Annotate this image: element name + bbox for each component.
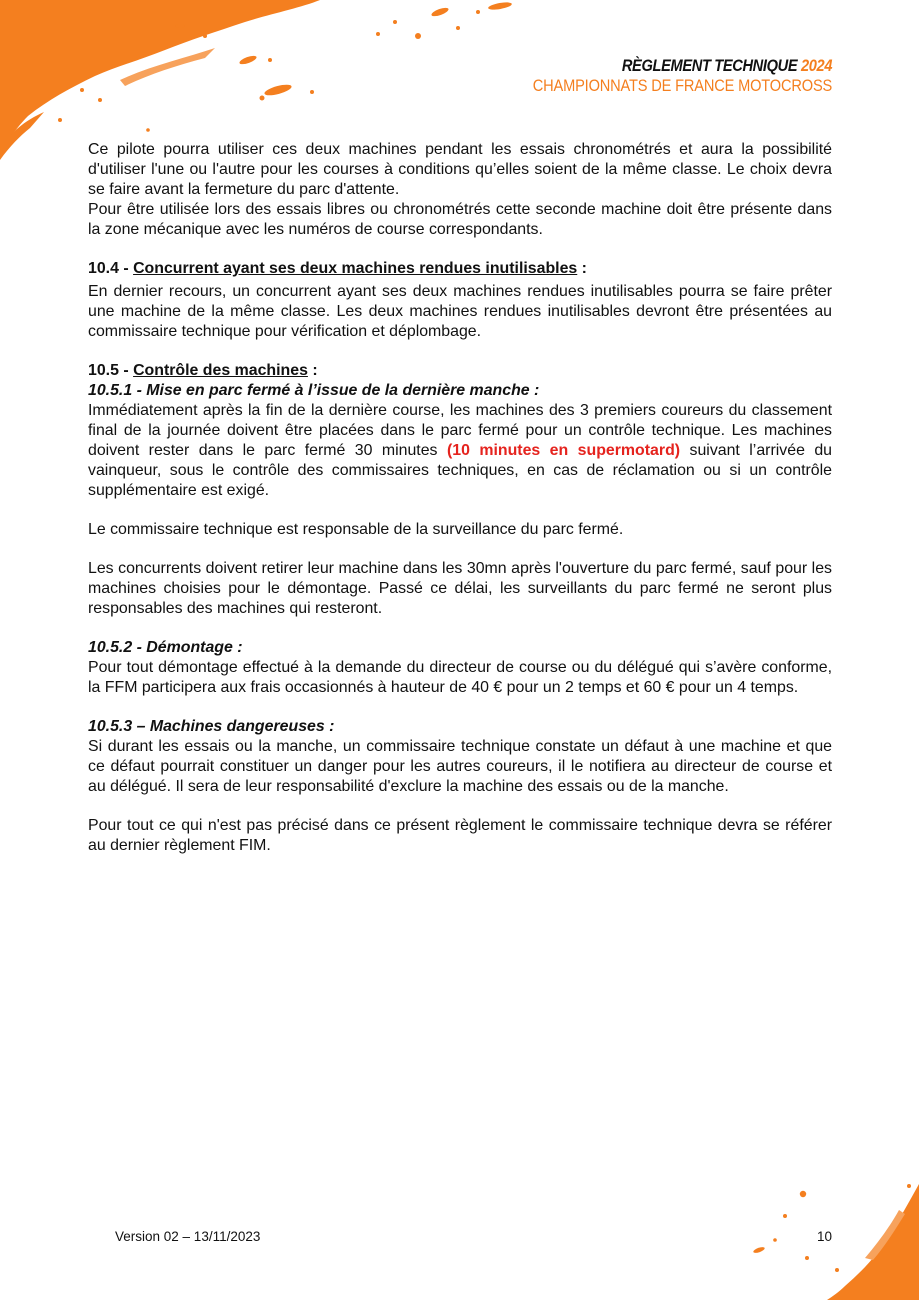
header-year: 2024: [800, 56, 832, 75]
header-subtitle: CHAMPIONNATS DE FRANCE MOTOCROSS: [532, 75, 832, 95]
page-number: 10: [817, 1229, 833, 1244]
section-10-5-1-paragraph-2: Le commissaire technique est responsable de la surveillance du parc fermé.: [88, 521, 624, 538]
section-10-5-1-paragraph-1: [88, 401, 832, 501]
section-10-4-title: Concurrent ayant ses deux machines rendues inutilisables: [133, 260, 578, 277]
section-10-5-3-paragraph: Si durant les essais ou la manche, un commissaire technique constate un défaut à une machine et que ce défaut pourrait constituer un danger pour les autres coureurs, il le notifiera au directeur de course et au délégué. Il sera de leur responsabilité d'exclure la machine des essais ou de la manche.: [88, 738, 832, 795]
section-10-5-1-text-b: suivant l’arrivée du vainqueur, sous le contrôle des commissaires techniques, en cas de réclamation ou si un contrôle supplémentaire est exigé.: [88, 442, 833, 499]
intro-paragraph-2: Pour être utilisée lors des essais libres ou chronométrés cette seconde machine doit être présente dans la zone mécanique avec les numéros de course correspondants.: [88, 201, 832, 238]
supermotard-highlight: (10 minutes en supermotard): [446, 442, 681, 459]
intro-paragraph-1: Ce pilote pourra utiliser ces deux machines pendant les essais chronométrés et aura la possibilité d'utiliser l'une ou l'autre pour les courses à conditions qu’elles soient de la même classe. Le choix devra se faire avant la fermeture du parc d'attente.: [88, 141, 832, 198]
section-10-5-title: Contrôle des machines: [133, 362, 308, 379]
orange-splash-bottom-decoration: [749, 1180, 919, 1300]
section-10-5-heading: [88, 361, 832, 381]
section-10-5-1-text-a: Immédiatement après la fin de la dernière course, les machines des 3 premiers coureurs du classement final de la journée doivent être placées dans le parc fermé pour un contrôle technique. Les machines doivent rester dans le parc fermé 30 minutes: [88, 402, 832, 459]
header-title-line: [533, 56, 832, 76]
section-10-5-1-heading: 10.5.1 - Mise en parc fermé à l’issue de la dernière manche :: [88, 382, 540, 399]
section-10-5-1-paragraph-3: Les concurrents doivent retirer leur machine dans les 30mn après l'ouverture du parc fermé, sauf pour les machines choisies pour le démontage. Passé ce délai, les surveillants du parc fermé ne seront plus responsables des machines qui resteront.: [88, 560, 832, 617]
section-10-5-2-paragraph: Pour tout démontage effectué à la demande du directeur de course ou du délégué qui s’avère conforme, la FFM participera aux frais occasionnés à hauteur de 40 € pour un 2 temps et 60 € pour un 4 temps.: [88, 659, 832, 696]
document-body: [88, 140, 832, 856]
header-title: RÈGLEMENT TECHNIQUE: [621, 56, 798, 75]
closing-paragraph: Pour tout ce qui n'est pas précisé dans ce présent règlement le commissaire technique devra se référer au dernier règlement FIM.: [88, 817, 832, 854]
section-10-5-2-heading: 10.5.2 - Démontage :: [88, 639, 243, 656]
section-10-4-colon: :: [577, 260, 587, 277]
section-10-5-number: 10.5 -: [88, 362, 134, 379]
section-10-5-3-heading: 10.5.3 – Machines dangereuses :: [88, 718, 335, 735]
section-10-4-paragraph: En dernier recours, un concurrent ayant ses deux machines rendues inutilisables pourra se faire prêter une machine de la même classe. Les deux machines rendues inutilisables devront être présentées au commissaire technique pour vérification et déplombage.: [88, 283, 832, 340]
section-10-4-heading: [88, 259, 832, 279]
section-10-5-colon: :: [307, 362, 318, 379]
document-header: [484, 56, 832, 95]
footer-version: Version 02 – 13/11/2023: [115, 1229, 261, 1244]
section-10-4-number: 10.4 -: [88, 260, 134, 277]
